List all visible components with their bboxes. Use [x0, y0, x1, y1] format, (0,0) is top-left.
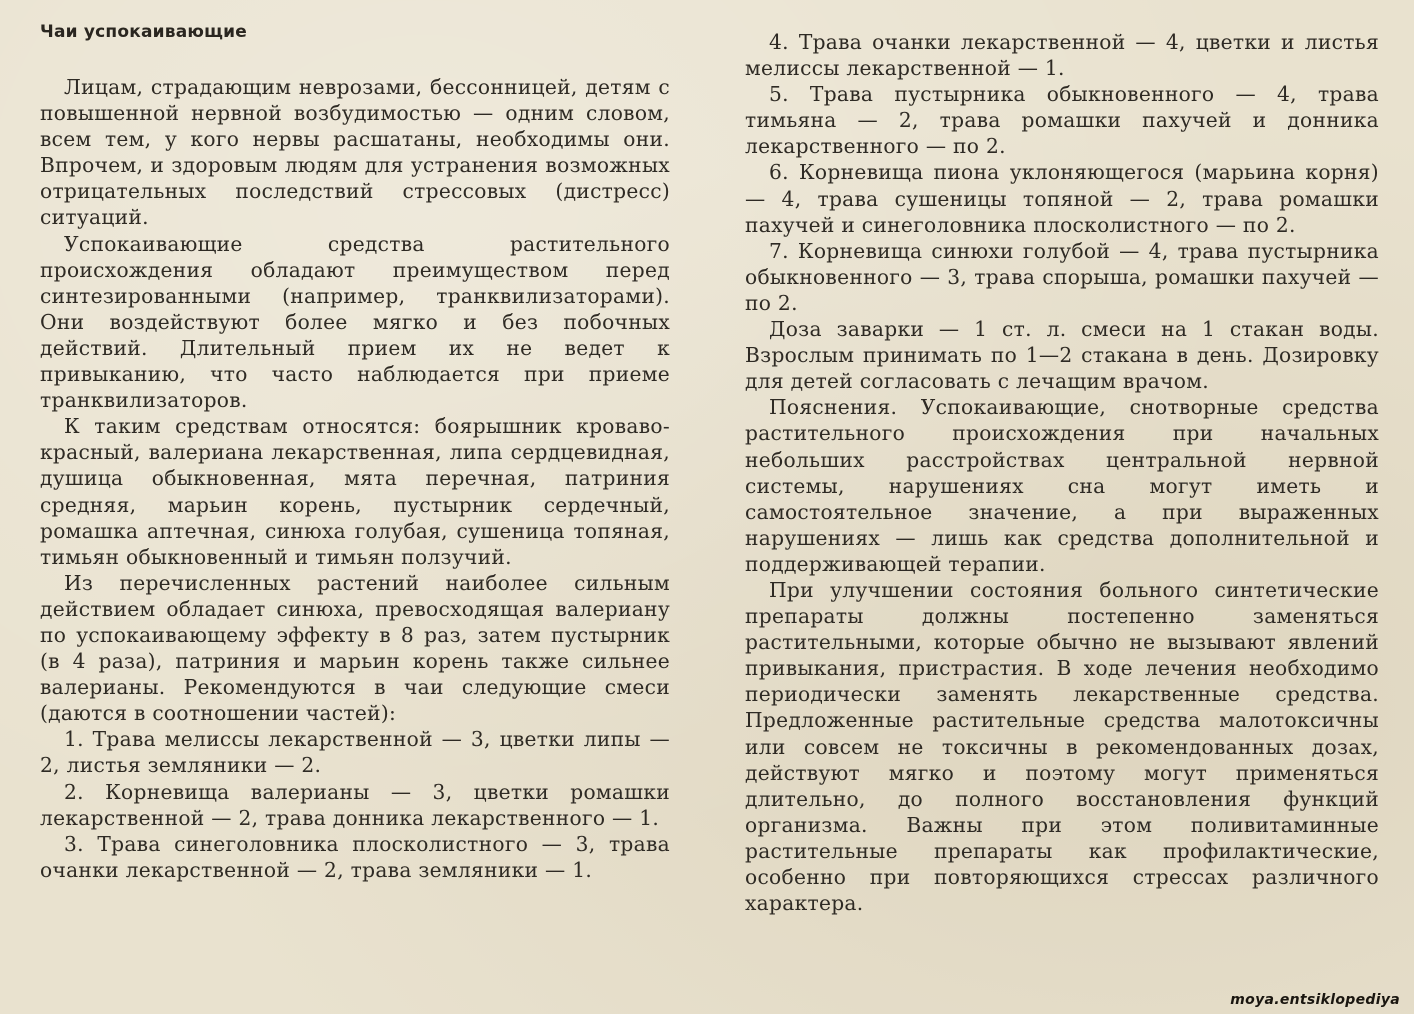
recipe-item-7: 7. Корневища синюхи голубой — 4, трава пустырника обыкновенного — 3, трава спорыша, ромашки пахучей — по 2. — [745, 238, 1379, 315]
paragraph: Лицам, страдающим неврозами, бессонницей, детям с повышенной нервной возбудимостью — одним словом, всем тем, у кого нервы расшатаны, необходимы они. Впрочем, и здоровым людям для устранения возможных отрицательных последствий стрессовых (дистресс) ситуаций. — [40, 75, 670, 230]
recipe-item-4: 4. Трава очанки лекарственной — 4, цветки и листья мелиссы лекарственной — 1. — [745, 30, 1379, 81]
article-title: Чаи успокаивающие — [40, 22, 247, 42]
recipe-item-6: 6. Корневища пиона уклоняющегося (марьина корня) — 4, трава сушеницы топяной — 2, трава ромашки пахучей и синеголовника плосколистного — по 2. — [745, 160, 1379, 237]
recipe-item-5: 5. Трава пустырника обыкновенного — 4, трава тимьяна — 2, трава ромашки пахучей и донника лекарственного — по 2. — [745, 82, 1379, 159]
paragraph: Успокаивающие средства растительного происхождения обладают преимуществом перед синтезированными (например, транквилизаторами). Они воздействуют более мягко и без побочных действий. Длительный прием их не ведет к привыканию, что часто наблюдается при приеме транквилизаторов. — [40, 231, 670, 413]
explanations-paragraph: Пояснения. Успокаивающие, снотворные средства растительного происхождения при начальных небольших расстройствах центральной нервной системы, нарушениях сна могут иметь и самостоятельное значение, а при выраженных нарушениях — лишь как средства дополнительной и поддерживающей терапии. — [745, 395, 1379, 576]
paragraph: К таким средствам относятся: боярышник кроваво-красный, валериана лекарственная, липа сердцевидная, душица обыкновенная, мята перечная, патриния средняя, марьин корень, пустырник сердечный, ромашка аптечная, синюха голубая, сушеница топяная, тимьян обыкновенный и тимьян ползучий. — [40, 414, 670, 569]
right-column-text — [745, 29, 1379, 916]
recipe-item-2: 2. Корневища валерианы — 3, цветки ромашки лекарственной — 2, трава донника лекарственного — 1. — [40, 779, 670, 830]
recipe-item-3: 3. Трава синеголовника плосколистного — 3, трава очанки лекарственной — 2, трава земляники — 1. — [40, 831, 670, 882]
dosage-paragraph: Доза заварки — 1 ст. л. смеси на 1 стакан воды. Взрослым принимать по 1—2 стакана в день. Дозировку для детей согласовать с лечащим врачом. — [745, 317, 1379, 394]
paragraph: При улучшении состояния больного синтетические препараты должны постепенно заменяться растительными, которые обычно не вызывают явлений привыкания, пристрастия. В ходе лечения необходимо периодически заменять лекарственные средства. Предложенные растительные средства малотоксичны или совсем не токсичны в рекомендованных дозах, действуют мягко и поэтому могут применяться длительно, до полного восстановления функций организма. Важны при этом поливитаминные растительные препараты как профилактические, особенно при повторяющихся стрессах различного характера. — [745, 577, 1379, 916]
recipe-item-1: 1. Трава мелиссы лекарственной — 3, цветки липы — 2, листья земляники — 2. — [40, 727, 670, 778]
paragraph: Из перечисленных растений наиболее сильным действием обладает синюха, превосходящая валериану по успокаивающему эффекту в 8 раз, затем пустырник (в 4 раза), патриния и марьин корень также сильнее валерианы. Рекомендуются в чаи следующие смеси (даются в соотношении частей): — [40, 570, 670, 726]
watermark: moya.entsiklopediya — [1230, 992, 1400, 1008]
left-column-text — [40, 74, 670, 883]
